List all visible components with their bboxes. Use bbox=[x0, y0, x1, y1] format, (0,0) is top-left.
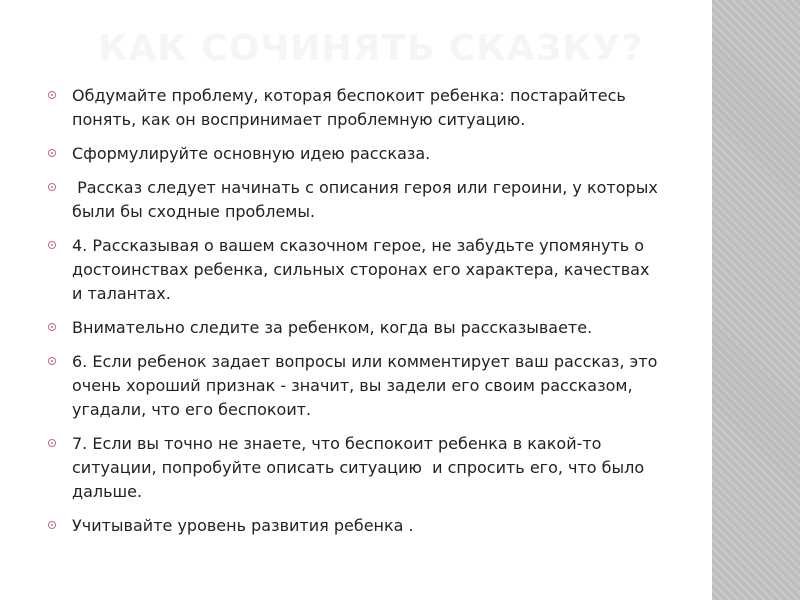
bullet-text: Рассказ следует начинать с описания героя или героини, у которых были бы сходные проблемы. bbox=[72, 178, 663, 221]
bullet-text: 6. Если ребенок задает вопросы или комментирует ваш рассказ, это очень хороший признак - значит, вы задели его своим рассказом, угадали, что его беспокоит. bbox=[72, 352, 663, 419]
slide-title: КАК СОЧИНЯТЬ СКАЗКУ? bbox=[98, 28, 644, 69]
bullet-point-icon bbox=[48, 439, 56, 447]
bullet-text: 7. Если вы точно не знаете, что беспокоит ребенка в какой-то ситуации, попробуйте описать ситуацию и спросить его, что было дальше. bbox=[72, 434, 650, 501]
bullet-text: Учитывайте уровень развития ребенка . bbox=[72, 516, 414, 535]
bullet-text: 4. Рассказывая о вашем сказочном герое, не забудьте упомянуть о достоинствах ребенка, сильных сторонах его характера, качествах и талантах. bbox=[72, 236, 655, 303]
bullet-point-icon bbox=[48, 241, 56, 249]
bullet-text: Сформулируйте основную идею рассказа. bbox=[72, 144, 431, 163]
list-item bbox=[44, 432, 664, 504]
list-item bbox=[44, 84, 664, 132]
list-item bbox=[44, 176, 664, 224]
bullet-point-icon bbox=[48, 323, 56, 331]
list-item bbox=[44, 142, 664, 166]
list-item bbox=[44, 234, 664, 306]
decorative-side-panel bbox=[712, 0, 800, 600]
bullet-list bbox=[44, 84, 664, 548]
bullet-point-icon bbox=[48, 149, 56, 157]
list-item bbox=[44, 316, 664, 340]
bullet-point-icon bbox=[48, 521, 56, 529]
bullet-text: Обдумайте проблему, которая беспокоит ребенка: постарайтесь понять, как он воспринимает проблемную ситуацию. bbox=[72, 86, 631, 129]
bullet-point-icon bbox=[48, 91, 56, 99]
list-item bbox=[44, 350, 664, 422]
bullet-text: Внимательно следите за ребенком, когда вы рассказываете. bbox=[72, 318, 593, 337]
bullet-point-icon bbox=[48, 357, 56, 365]
list-item bbox=[44, 514, 664, 538]
bullet-point-icon bbox=[48, 183, 56, 191]
